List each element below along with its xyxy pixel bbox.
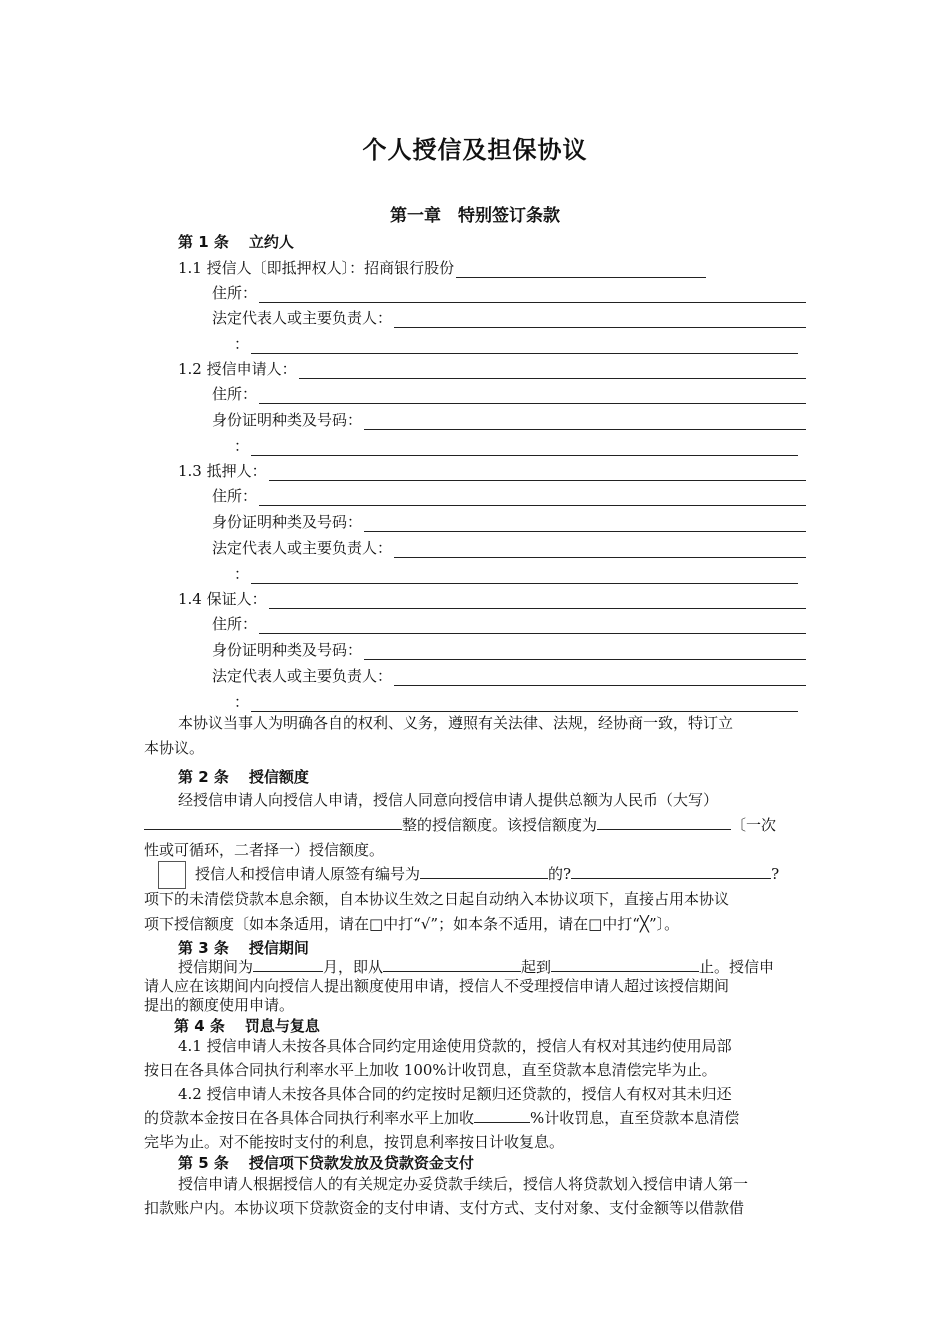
article-2-text (195, 862, 779, 887)
applicability-checkbox[interactable] (158, 861, 186, 889)
fill-blank[interactable] (394, 670, 806, 686)
field-label: 1.1 授信人〔即抵押权人〕：招商银行股份 (178, 259, 455, 277)
field-label: ： (234, 693, 250, 711)
article-5-heading (178, 1152, 474, 1173)
fill-blank[interactable] (251, 696, 798, 712)
fill-blank[interactable] (394, 542, 806, 558)
article-3-text: 请人应在该期间内向授信人提出额度使用申请，授信人不受理授信申请人超过该授信期间 (144, 977, 730, 995)
fill-blank[interactable] (144, 815, 402, 830)
field-label: 1.2 授信申请人： (178, 360, 297, 378)
field-label: 法定代表人或主要负责人： (212, 539, 393, 557)
field-label: 1.4 保证人： (178, 590, 267, 608)
fill-blank[interactable] (253, 957, 323, 972)
article-number: 第 3 条 (178, 939, 229, 957)
article-title: 授信期间 (248, 939, 309, 957)
article-5-text: 扣款账户内。本协议项下贷款资金的支付申请、支付方式、支付对象、支付金额等以借款借 (144, 1199, 745, 1217)
field-row-mortgagor (178, 459, 806, 481)
field-row-lender (178, 256, 706, 278)
field-row-id-type (212, 408, 806, 430)
article-4-heading (174, 1015, 320, 1036)
fill-blank[interactable] (364, 414, 806, 430)
article-title: 立约人 (248, 233, 294, 251)
field-row-applicant (178, 357, 806, 379)
fill-blank[interactable] (597, 815, 731, 830)
field-row-continuation (234, 332, 798, 354)
field-row-legal-rep (212, 306, 806, 328)
preamble-line-1: 本协议当事人为明确各自的权利、义务，遵照有关法律、法规，经协商一致，特订立 (178, 714, 734, 732)
field-label: ： (234, 437, 250, 455)
article-2-text: 性或可循环，二者择一）授信额度。 (144, 841, 385, 859)
text-run: 〔一次 (731, 816, 777, 834)
article-2-text: 项下的未清偿贷款本息余额，自本协议生效之日起自动纳入本协议项下，直接占用本协议 (144, 890, 730, 908)
field-row-address (212, 382, 806, 404)
fill-blank[interactable] (474, 1108, 530, 1123)
fill-blank[interactable] (251, 568, 798, 584)
fill-blank[interactable] (456, 263, 706, 278)
fill-blank[interactable] (269, 593, 806, 609)
field-label: 1.3 抵押人： (178, 462, 267, 480)
field-label: 身份证明种类及号码： (212, 513, 363, 531)
article-3-heading (178, 937, 309, 958)
article-number: 第 5 条 (178, 1154, 229, 1172)
article-number: 第 2 条 (178, 768, 229, 786)
article-4-text: 按日在各具体合同执行利率水平上加收 100%计收罚息，直至贷款本息清偿完毕为止。 (144, 1061, 717, 1079)
field-label: ： (234, 335, 250, 353)
fill-blank[interactable] (551, 957, 699, 972)
article-3-text: 提出的额度使用申请。 (144, 996, 295, 1014)
field-label: 法定代表人或主要负责人： (212, 667, 393, 685)
article-number: 第 4 条 (174, 1017, 225, 1035)
field-row-continuation (234, 434, 798, 456)
text-run: %计收罚息，直至贷款本息清偿 (530, 1109, 740, 1127)
text-run: 止。授信申 (699, 958, 775, 976)
field-row-legal-rep (212, 664, 806, 686)
field-label: 法定代表人或主要负责人： (212, 309, 393, 327)
article-title: 授信项下贷款发放及贷款资金支付 (248, 1154, 474, 1172)
text-run: 起到 (521, 958, 552, 976)
fill-blank[interactable] (299, 363, 806, 379)
document-title: 个人授信及担保协议 (362, 135, 588, 164)
article-4-text: 4.1 授信申请人未按各具体合同约定用途使用贷款的，授信人有权对其违约使用局部 (178, 1037, 732, 1055)
article-2-text (144, 813, 776, 838)
field-row-continuation (234, 690, 798, 712)
article-1-heading (178, 231, 294, 252)
fill-blank[interactable] (364, 644, 806, 660)
fill-blank[interactable] (364, 516, 806, 532)
article-2-heading (178, 766, 309, 787)
field-label: 住所： (212, 284, 258, 302)
field-label: 身份证明种类及号码： (212, 411, 363, 429)
article-3-text (178, 957, 774, 977)
field-row-address (212, 484, 806, 506)
fill-blank[interactable] (259, 490, 806, 506)
fill-blank[interactable] (571, 864, 771, 879)
article-title: 罚息与复息 (244, 1017, 320, 1035)
field-row-address (212, 281, 806, 303)
fill-blank[interactable] (259, 287, 806, 303)
article-number: 第 1 条 (178, 233, 229, 251)
article-5-text: 授信申请人根据授信人的有关规定办妥贷款手续后，授信人将贷款划入授信申请人第一 (178, 1175, 749, 1193)
fill-blank[interactable] (269, 465, 806, 481)
text-run: 授信期间为 (178, 958, 254, 976)
text-run: 整的授信额度。该授信额度为 (402, 816, 598, 834)
article-4-text: 完毕为止。对不能按时支付的利息，按罚息利率按日计收复息。 (144, 1133, 565, 1151)
article-4-text: 4.2 授信申请人未按各具体合同的约定按时足额归还贷款的，授信人有权对其未归还 (178, 1085, 732, 1103)
field-label: ： (234, 565, 250, 583)
field-row-id-type (212, 638, 806, 660)
field-row-continuation (234, 562, 798, 584)
fill-blank[interactable] (394, 312, 806, 328)
text-run: 的贷款本金按日在各具体合同执行利率水平上加收 (144, 1109, 475, 1127)
fill-blank[interactable] (251, 338, 798, 354)
field-label: 住所： (212, 615, 258, 633)
fill-blank[interactable] (259, 388, 806, 404)
field-label: 住所： (212, 487, 258, 505)
text-run: 月，即从 (323, 958, 384, 976)
chapter-heading: 第一章 特别签订条款 (390, 206, 560, 226)
text-run: 的? (548, 865, 572, 883)
field-row-address (212, 612, 806, 634)
article-title: 授信额度 (248, 768, 309, 786)
field-label: 住所： (212, 385, 258, 403)
preamble-line-2: 本协议。 (144, 739, 205, 757)
field-row-guarantor (178, 587, 806, 609)
article-4-text (144, 1106, 739, 1131)
field-row-legal-rep (212, 536, 806, 558)
article-2-text: 项下授信额度〔如本条适用，请在□中打“√”；如本条不适用，请在□中打“╳”〕。 (144, 915, 680, 933)
text-run: 授信人和授信申请人原签有编号为 (195, 865, 421, 883)
text-run: ? (771, 865, 780, 883)
fill-blank[interactable] (259, 618, 806, 634)
article-2-text: 经授信申请人向授信人申请，授信人同意向授信申请人提供总额为人民币（大写） (178, 791, 719, 809)
field-label: 身份证明种类及号码： (212, 641, 363, 659)
field-row-id-type (212, 510, 806, 532)
fill-blank[interactable] (383, 957, 521, 972)
fill-blank[interactable] (420, 864, 548, 879)
fill-blank[interactable] (251, 440, 798, 456)
